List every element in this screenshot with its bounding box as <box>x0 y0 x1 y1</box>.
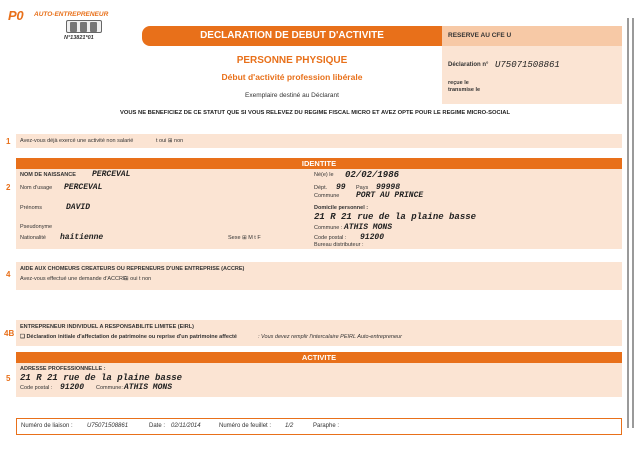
date-label: Date : <box>149 423 166 429</box>
reserve-cfe-label: RESERVE AU CFE U <box>442 26 622 46</box>
birth-date-value[interactable]: 02/02/1986 <box>345 170 400 180</box>
regime-notice: VOUS NE BENEFICIEZ DE CE STATUT QUE SI VOUS RELEVEZ DU REGIME FISCAL MICRO ET AVEZ OPTE POUR LE REGIME MICRO-SOCIAL <box>119 110 511 116</box>
postal-code-value[interactable]: 91200 <box>360 233 385 242</box>
birth-date-label: Né(e) le <box>314 172 334 178</box>
legal-notice-strip <box>624 8 638 438</box>
reserve-cfe-box <box>442 46 622 104</box>
home-commune-value[interactable]: ATHIS MONS <box>344 223 393 232</box>
form-title: DECLARATION DE DEBUT D'ACTIVITE <box>142 26 442 46</box>
section-4b-number: 4B <box>4 329 15 338</box>
initials-label: Paraphe : <box>313 423 340 429</box>
country-label: Pays <box>356 185 369 191</box>
first-names-label: Prénoms <box>20 205 43 211</box>
home-commune-label: Commune : <box>314 225 343 231</box>
pro-address-value[interactable]: 21 R 21 rue de la plaine basse <box>20 373 183 383</box>
nationality-value[interactable]: haitienne <box>60 233 104 242</box>
pro-commune-label: Commune: <box>96 385 123 391</box>
accre-title: AIDE AUX CHOMEURS CREATEURS OU REPRENEURS D'UNE ENTREPRISE (ACCRE) <box>20 266 245 272</box>
form-subtitle: Début d'activité profession libérale <box>221 72 363 82</box>
home-address-label: Domicile personnel : <box>314 205 369 211</box>
nationality-label: Nationalité <box>20 235 46 241</box>
dept-value[interactable]: 99 <box>336 183 346 192</box>
declaration-number: U75071508861 <box>495 60 560 70</box>
pseudonym-label: Pseudonyme <box>20 224 53 230</box>
section-4-number: 4 <box>6 270 11 279</box>
declaration-label: Déclaration n° <box>448 62 489 68</box>
pro-cp-value[interactable]: 91200 <box>60 383 85 392</box>
usage-name-label: Nom d'usage <box>20 185 53 191</box>
postal-code-label: Code postal : <box>314 235 347 241</box>
eirl-checkbox-text[interactable]: ❑ Déclaration initiale d'affectation de patrimoine ou reprise d'un patrimoine affecté <box>20 334 237 340</box>
accre-answer[interactable]: ⊞ oui t non <box>124 276 152 282</box>
sheet-number-label: Numéro de feuillet : <box>219 423 272 429</box>
person-type-title: PERSONNE PHYSIQUE <box>236 55 348 66</box>
activite-band: ACTIVITE <box>16 352 622 363</box>
section-1-number: 1 <box>6 137 11 146</box>
footer-bar <box>16 418 622 435</box>
cerfa-number: N°13821*01 <box>64 35 94 41</box>
recu-transmise-label: reçue le transmise le <box>448 80 481 93</box>
pro-cp-label: Code postal : <box>20 385 53 391</box>
sheet-number-value: 1/2 <box>285 423 294 429</box>
birth-name-label: NOM DE NAISSANCE <box>20 172 76 178</box>
dept-label: Dépt. <box>314 185 328 191</box>
liaison-value: U75071508861 <box>87 423 129 429</box>
birth-commune-value[interactable]: PORT AU PRINCE <box>356 191 424 200</box>
eirl-title: ENTREPRENEUR INDIVIDUEL A RESPONSABILITE LIMITEE (EIRL) <box>20 324 194 330</box>
pro-address-label: ADRESSE PROFESSIONNELLE : <box>20 366 106 372</box>
country-value[interactable]: 99998 <box>376 183 401 192</box>
section-5-number: 5 <box>6 374 11 383</box>
home-address-value[interactable]: 21 R 21 rue de la plaine basse <box>314 212 477 222</box>
section-2-number: 2 <box>6 183 11 192</box>
pro-commune-value[interactable]: ATHIS MONS <box>124 383 173 392</box>
prior-activity-question: Avez-vous déjà exercé une activité non salarié <box>20 138 134 144</box>
form-name: AUTO-ENTREPRENEUR <box>34 11 109 18</box>
prior-activity-answer[interactable]: t oui ⊞ non <box>156 138 184 144</box>
liaison-label: Numéro de liaison : <box>21 423 73 429</box>
birth-name-value[interactable]: PERCEVAL <box>92 170 131 179</box>
date-value: 02/11/2014 <box>171 423 201 429</box>
copy-destination: Exemplaire destiné au Déclarant <box>245 92 339 99</box>
sex-field[interactable]: Sexe ⊞ M t F <box>228 235 261 241</box>
eirl-note: : Vous devez remplir l'intercalaire PEIRL Auto-entrepreneur <box>258 334 402 340</box>
first-names-value[interactable]: DAVID <box>66 203 91 212</box>
cerfa-logo-icon <box>66 20 102 33</box>
identite-band: IDENTITE <box>16 158 622 169</box>
birth-commune-label: Commune <box>314 193 340 199</box>
form-code: P0 <box>8 8 24 23</box>
post-office-label: Bureau distributeur : <box>314 242 364 248</box>
usage-name-value[interactable]: PERCEVAL <box>64 183 103 192</box>
accre-question: Avez-vous effectué une demande d'ACCRE <box>20 276 127 282</box>
